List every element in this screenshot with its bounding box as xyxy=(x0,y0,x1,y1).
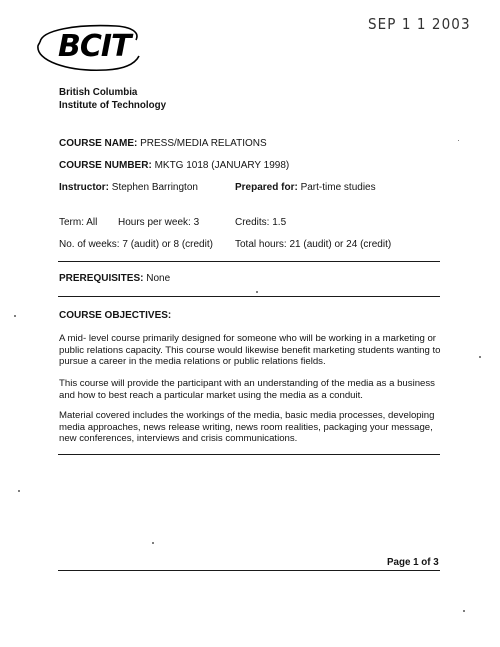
scan-speck xyxy=(14,315,16,317)
objectives-heading: COURSE OBJECTIVES: xyxy=(59,310,172,321)
received-date-stamp: SEP 1 1 2003 xyxy=(368,15,471,33)
scan-speck xyxy=(463,610,465,612)
course-number-row xyxy=(59,160,289,171)
divider xyxy=(58,261,440,262)
institution-name xyxy=(59,86,166,112)
prepared-for-label: Prepared for: xyxy=(235,182,298,193)
objectives-paragraph-1: A mid- level course primarily designed for someone who will be working in a marketing or public relations capacity. This course would likewise benefit marketing students wanting to pursue a career in the media relations or public relations fields. xyxy=(59,333,441,368)
course-name-label: COURSE NAME: xyxy=(59,138,138,149)
number-of-weeks: No. of weeks: 7 (audit) or 8 (credit) xyxy=(59,239,213,250)
objectives-paragraph-3: Material covered includes the workings of the media, basic media processes, developing media approaches, news release writing, news room realities, packaging your message, new conferences, interviews and crisis communications. xyxy=(59,410,435,445)
bcit-logo xyxy=(36,20,142,78)
prepared-for-row xyxy=(235,182,376,193)
hours-per-week: Hours per week: 3 xyxy=(118,217,200,228)
objectives-paragraph-2: This course will provide the participant with an understanding of the media as a business and how to best reach a particular market using the media as a conduit. xyxy=(59,378,435,401)
term: Term: All xyxy=(59,217,98,228)
scan-speck xyxy=(458,140,459,141)
divider xyxy=(58,454,440,455)
prerequisites-value: None xyxy=(146,273,171,284)
prerequisites-row xyxy=(59,273,170,284)
credits: Credits: 1.5 xyxy=(235,217,287,228)
scan-speck xyxy=(256,291,258,293)
logo-wordmark: BCIT xyxy=(58,29,131,64)
instructor-row xyxy=(59,182,198,193)
institution-line-1: British Columbia xyxy=(59,87,138,98)
divider xyxy=(58,296,440,297)
footer-divider xyxy=(58,570,440,571)
course-name-value: PRESS/MEDIA RELATIONS xyxy=(140,138,267,149)
scan-speck xyxy=(152,542,154,544)
instructor-value: Stephen Barrington xyxy=(111,182,198,193)
page-number: Page 1 of 3 xyxy=(387,557,439,568)
scan-speck xyxy=(479,356,481,358)
prepared-for-value: Part-time studies xyxy=(300,182,376,193)
prerequisites-label: PREREQUISITES: xyxy=(59,273,144,284)
institution-line-2: Institute of Technology xyxy=(59,100,167,111)
course-name-row xyxy=(59,138,267,149)
course-number-value: MKTG 1018 (JANUARY 1998) xyxy=(154,160,290,171)
instructor-label: Instructor: xyxy=(59,182,109,193)
total-hours: Total hours: 21 (audit) or 24 (credit) xyxy=(235,239,392,250)
course-number-label: COURSE NUMBER: xyxy=(59,160,152,171)
scan-speck xyxy=(18,490,20,492)
